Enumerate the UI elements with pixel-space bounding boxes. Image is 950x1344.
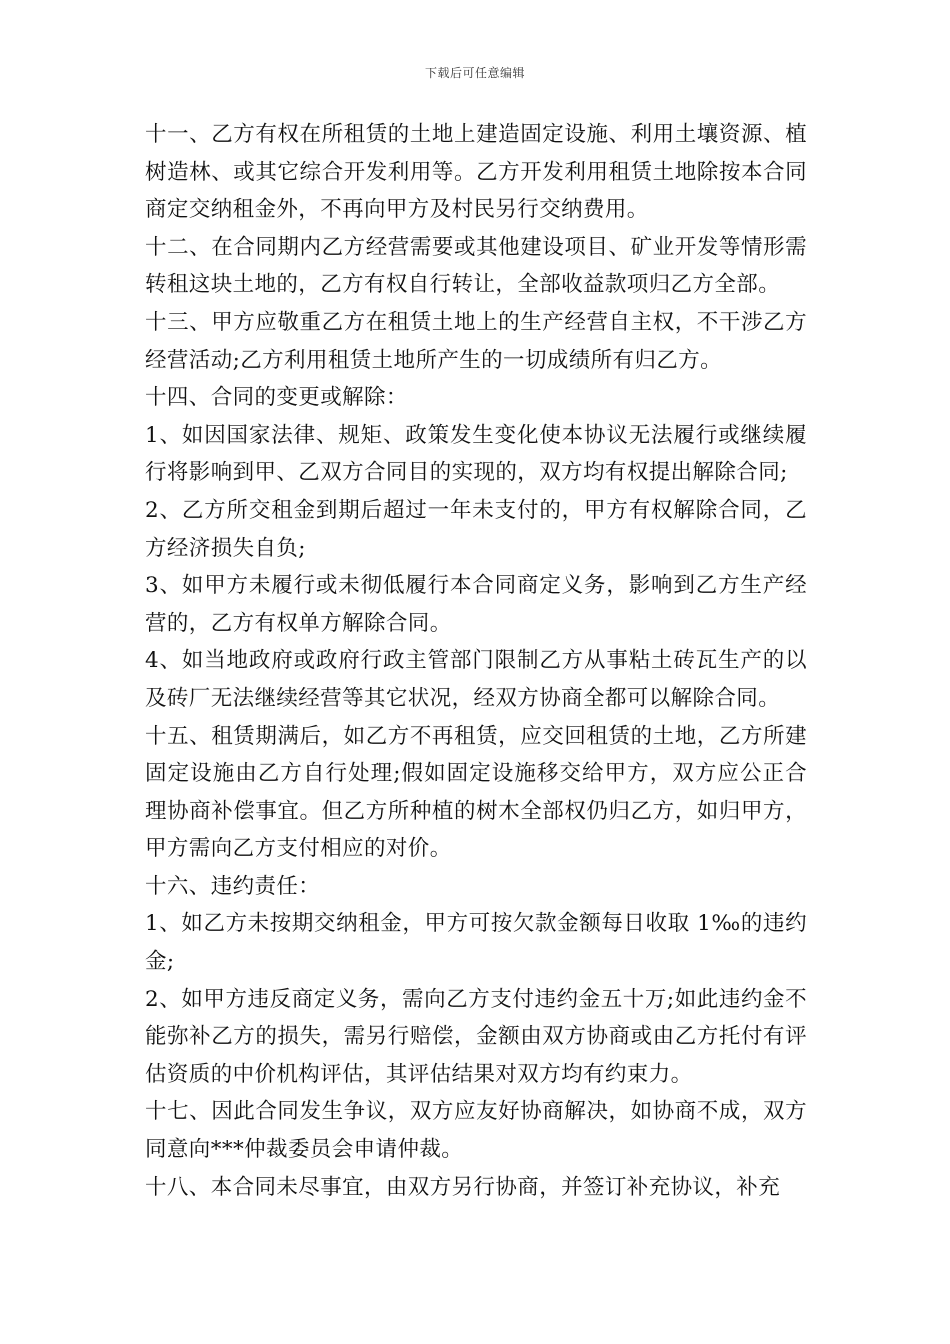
clause-14-item-3: 3、如甲方未履行或未彻低履行本合同商定义务，影响到乙方生产经营的，乙方有权单方解除合同。 [145, 573, 807, 636]
clause-14-item-1: 1、如因国家法律、规矩、政策发生变化使本协议无法履行或继续履行将影响到甲、乙双方合同目的实现的，双方均有权提出解除合同; [145, 422, 807, 486]
clause-16-heading: 十六、违约责任： [145, 873, 321, 899]
clause-12: 十二、在合同期内乙方经营需要或其他建设项目、矿业开发等情形需转租这块土地的，乙方有权自行转让，全部收益款项归乙方全部。 [145, 234, 807, 298]
clause-16-item-2: 2、如甲方违反商定义务，需向乙方支付违约金五十万;如此违约金不能弥补乙方的损失，需另行赔偿，金额由双方协商或由乙方托付有评估资质的中价机构评估，其评估结果对双方均有约束力。 [145, 986, 807, 1087]
clause-16-item-1: 1、如乙方未按期交纳租金，甲方可按欠款金额每日收取 1‰的违约金; [145, 911, 807, 975]
clause-14-item-4: 4、如当地政府或政府行政主管部门限制乙方从事粘土砖瓦生产的以及砖厂无法继续经营等其它状况，经双方协商全都可以解除合同。 [145, 648, 807, 711]
page-header: 下载后可任意编辑 [424, 66, 525, 80]
clause-13: 十三、甲方应敬重乙方在租赁土地上的生产经营自主权，不干涉乙方经营活动;乙方利用租赁土地所产生的一切成绩所有归乙方。 [145, 309, 807, 373]
document-body [145, 116, 807, 1206]
clause-17: 十七、因此合同发生争议，双方应友好协商解决，如协商不成，双方同意向***仲裁委员会申请仲裁。 [145, 1099, 807, 1163]
clause-18: 十八、本合同未尽事宜，由双方另行协商，并签订补充协议，补充 [145, 1174, 781, 1200]
clause-11: 十一、乙方有权在所租赁的土地上建造固定设施、利用土壤资源、植树造林、或其它综合开发利用等。乙方开发利用租赁土地除按本合同商定交纳租金外，不再向甲方及村民另行交纳费用。 [145, 122, 807, 223]
clause-14-heading: 十四、合同的变更或解除： [145, 385, 408, 411]
clause-14-item-2: 2、乙方所交租金到期后超过一年未支付的，甲方有权解除合同，乙方经济损失自负; [145, 497, 807, 561]
clause-15: 十五、租赁期满后，如乙方不再租赁，应交回租赁的土地，乙方所建固定设施由乙方自行处理;假如固定设施移交给甲方，双方应公正合理协商补偿事宜。但乙方所种植的树木全部权仍归乙方，如归甲方，甲方需向乙方支付相应的对价。 [145, 723, 807, 862]
